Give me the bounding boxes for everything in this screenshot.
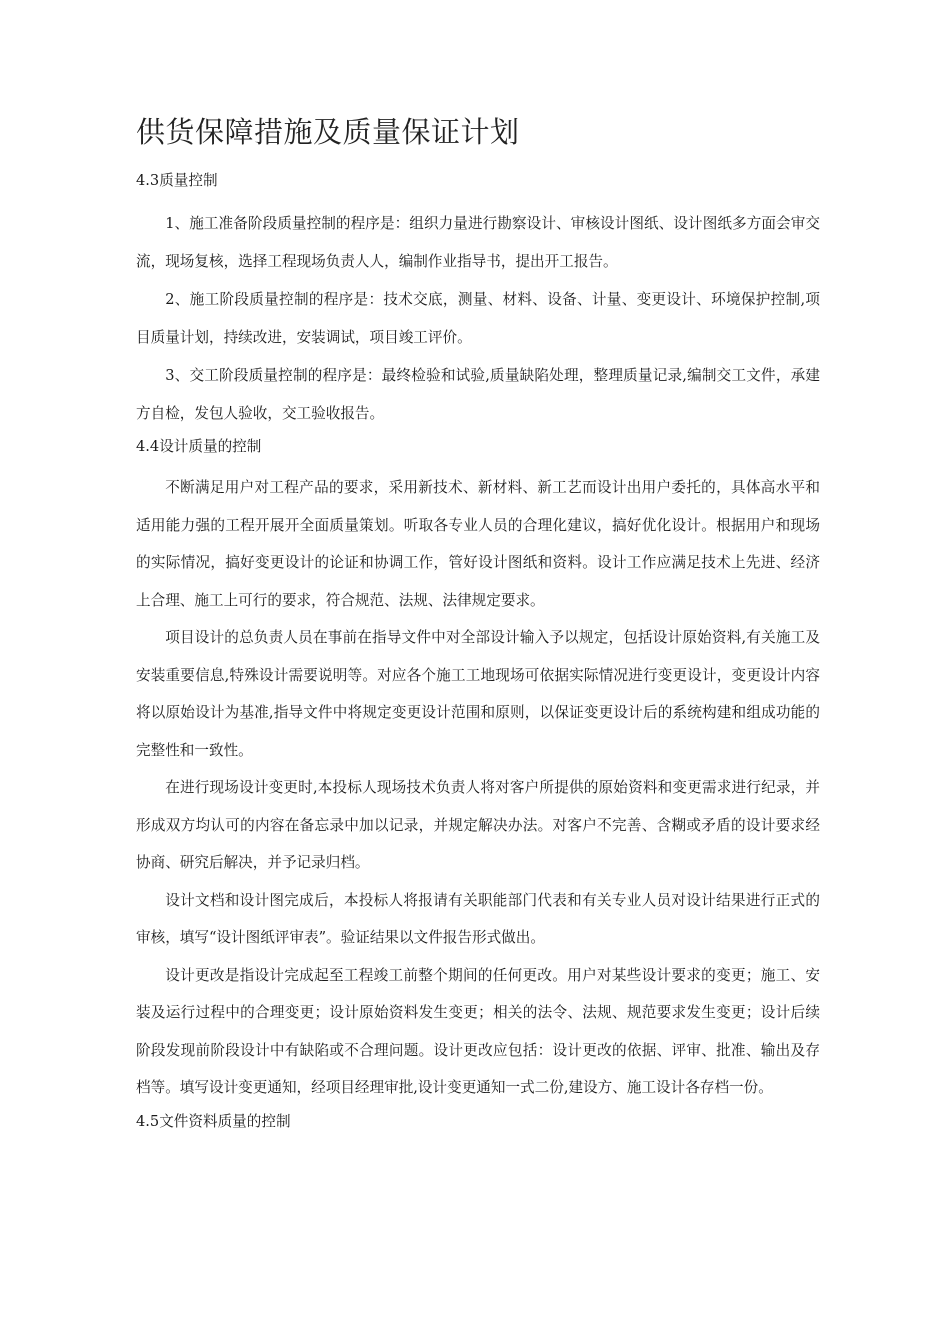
paragraph: 设计文档和设计图完成后，本投标人将报请有关职能部门代表和有关专业人员对设计结果进行正式的审核，填写“设计图纸评审表”。验证结果以文件报告形式做出。 <box>136 891 820 946</box>
paragraph: 2、施工阶段质量控制的程序是：技术交底，测量、材料、设备、计量、变更设计、环境保护控制,项目质量计划，持续改进，安装调试，项目竣工评价。 <box>136 291 820 346</box>
paragraph: 1、施工准备阶段质量控制的程序是：组织力量进行勘察设计、审核设计图纸、设计图纸多方面会审交流，现场复核，选择工程现场负责人人，编制作业指导书，提出开工报告。 <box>136 215 820 270</box>
document-body <box>136 166 820 1136</box>
section-heading: 4.4设计质量的控制 <box>136 438 262 455</box>
document-title: 供货保障措施及质量保证计划 <box>136 115 520 149</box>
paragraph: 不断满足用户对工程产品的要求，采用新技术、新材料、新工艺而设计出用户委托的，具体高水平和适用能力强的工程开展开全面质量策划。听取各专业人员的合理化建议，搞好优化设计。根据用户和现场的实际情况，搞好变更设计的论证和协调工作，管好设计图纸和资料。设计工作应满足技术上先进、经济上合理、施工上可行的要求，符合规范、法规、法律规定要求。 <box>136 479 820 609</box>
paragraph: 设计更改是指设计完成起至工程竣工前整个期间的任何更改。用户对某些设计要求的变更；施工、安装及运行过程中的合理变更；设计原始资料发生变更；相关的法令、法规、规范要求发生变更；设计后续阶段发现前阶段设计中有缺陷或不合理问题。设计更改应包括：设计更改的依据、评审、批准、输出及存档等。填写设计变更通知，经项目经理审批,设计变更通知一式二份,建设方、施工设计各存档一份。 <box>136 966 820 1096</box>
paragraph: 3、交工阶段质量控制的程序是：最终检验和试验,质量缺陷处理，整理质量记录,编制交工文件，承建方自检，发包人验收，交工验收报告。 <box>136 367 820 422</box>
paragraph: 在进行现场设计变更时,本投标人现场技术负责人将对客户所提供的原始资料和变更需求进行纪录，并形成双方均认可的内容在备忘录中加以记录，并规定解决办法。对客户不完善、含糊或矛盾的设计要求经协商、研究后解决，并予记录归档。 <box>136 779 820 871</box>
paragraph: 项目设计的总负责人员在事前在指导文件中对全部设计输入予以规定，包括设计原始资料,有关施工及安装重要信息,特殊设计需要说明等。对应各个施工工地现场可依据实际情况进行变更设计，变更设计内容将以原始设计为基准,指导文件中将规定变更设计范围和原则，以保证变更设计后的系统构建和组成功能的完整性和一致性。 <box>136 629 820 759</box>
section-heading: 4.3质量控制 <box>136 172 218 189</box>
section-heading: 4.5文件资料质量的控制 <box>136 1112 291 1130</box>
